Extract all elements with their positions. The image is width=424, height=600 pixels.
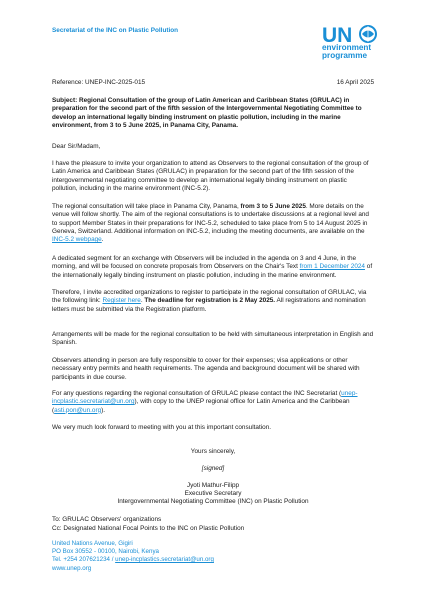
footer-contact-line (52, 556, 214, 564)
secretariat-email-link[interactable]: unep-incplastic.secretariat@un.org (52, 390, 358, 406)
recipients-to: To: GRULAC Observers' organizations (52, 516, 162, 523)
footer-street: United Nations Avenue, Gigiri (52, 540, 133, 547)
recipients-cc: Cc: Designated National Focal Points to the INC on Plastic Pollution (52, 525, 245, 532)
paragraph-expenses: Observers attending in person are fully responsible to cover for their expenses; visa applications or other necessary entry permits and health requirements. The agenda and background document will be shared with participants in due course. (52, 357, 360, 381)
p7-text-a: For any questions regarding the regional consultation of GRULAC please contact the INC Secretariat ( (52, 390, 342, 397)
letter-date: 16 April 2025 (336, 79, 374, 86)
paragraph-closing: We very much look forward to meeting with you at this important consultation. (52, 424, 272, 431)
logo-line-environment: environment (322, 43, 372, 52)
p7-text-c: ). (101, 406, 106, 414)
un-wordmark (322, 44, 382, 60)
inc-webpage-link[interactable]: INC-5.2 webpage (52, 236, 102, 244)
paragraph-venue (52, 203, 374, 244)
paragraph-interpretation: Arrangements will be made for the regional consultation to be held with simultaneous interpretation in English and Spanish. (52, 331, 374, 347)
un-logo-letters: UN (322, 24, 353, 44)
p7-text-b: ), with copy to the UNEP regional office for Latin America and the Caribbean ( (52, 398, 350, 414)
paragraph-observer-segment (52, 255, 374, 280)
chairs-text-link[interactable]: from 1 December 2024 (299, 263, 365, 271)
p2-text-a: The regional consultation will take place in Panama City, Panama, (52, 203, 241, 210)
footer-address (52, 540, 214, 573)
signatory-organization: Intergovernmental Negotiating Committee (INC) on Plastic Pollution (117, 498, 309, 505)
p4-text-a: Therefore, I invite accredited organizations to register to participate in the regional consultation of GRULAC, via the following link: (52, 289, 367, 305)
p2-dates-bold: from 3 to 5 June 2025 (240, 203, 306, 210)
signed-marker: [signed] (201, 465, 225, 472)
footer-po-box: PO Box 30552 - 00100, Nairobi, Kenya (52, 548, 159, 556)
register-here-link[interactable]: Register here (102, 297, 141, 305)
signatory-title: Executive Secretary (184, 490, 242, 497)
reference-number: Reference: UNEP-INC-2025-015 (52, 79, 146, 86)
closing-phrase: Yours sincerely, (190, 448, 236, 455)
p4-text-d: All registrations and nomination letters must be submitted via the Registration platform. (52, 297, 366, 313)
paragraph-registration (52, 289, 374, 314)
un-emblem-icon (322, 24, 378, 44)
registration-deadline: The deadline for registration is 2 May 2025. (144, 297, 276, 305)
p2-text-c: . More details on the venue will follow shortly. The aim of the regional consultations is to undertake discussions at a regional level and to support Member States in their preparations for INC-5.2, scheduled to take place from 5 to 14 August 2025 in Geneva, Switzerland. Additional information on INC-5.2, including the meeting documents, are available on the (52, 203, 369, 235)
subject-line: Subject: Regional Consultation of the group of Latin American and Caribbean States (GRULAC) in preparation for the second part of the fifth session of the Intergovernmental Negotiating Committee to develop an international legally binding instrument on plastic pollution, including in the marine environment, from 3 to 5 June 2025, in Panama City, Panama. (52, 97, 362, 129)
paragraph-contact (52, 390, 374, 415)
signatory-name: Jyoti Mathur-Filipp (186, 482, 240, 489)
paragraph-invitation: I have the pleasure to invite your organization to attend as Observers to the regional consultation of the group of Latin America and Caribbean States (GRULAC) in preparation for the second part of the fifth session of the intergovernmental negotiating committee to develop an international legally binding instrument on plastic pollution, including in the marine environment (INC-5.2). (52, 160, 369, 192)
p4-text-b: . (140, 297, 145, 305)
footer-website[interactable]: www.unep.org (52, 564, 92, 572)
regional-office-email-link[interactable]: asti.pon@un.org (54, 406, 102, 414)
footer-tel: Tel. +254 207621234 / (52, 556, 116, 564)
p3-text-a: A dedicated segment for an exchange with Observers will be included in the agenda on 3 and 4 June, in the morning, and will be focused on concrete proposals from Observers on the Chair's Text (52, 255, 357, 271)
p3-text-b: of the internationally legally binding instrument on plastic pollution, including in the marine environment. (52, 263, 373, 279)
salutation: Dear Sir/Madam, (52, 143, 101, 150)
logo-line-programme: programme (322, 51, 368, 60)
footer-email-link[interactable]: unep-incplastics.secretariat@un.org (115, 556, 214, 564)
reference-date-row (52, 79, 374, 86)
secretariat-heading: Secretariat of the INC on Plastic Pollution (52, 27, 179, 34)
p2-text-d: . (101, 236, 104, 244)
